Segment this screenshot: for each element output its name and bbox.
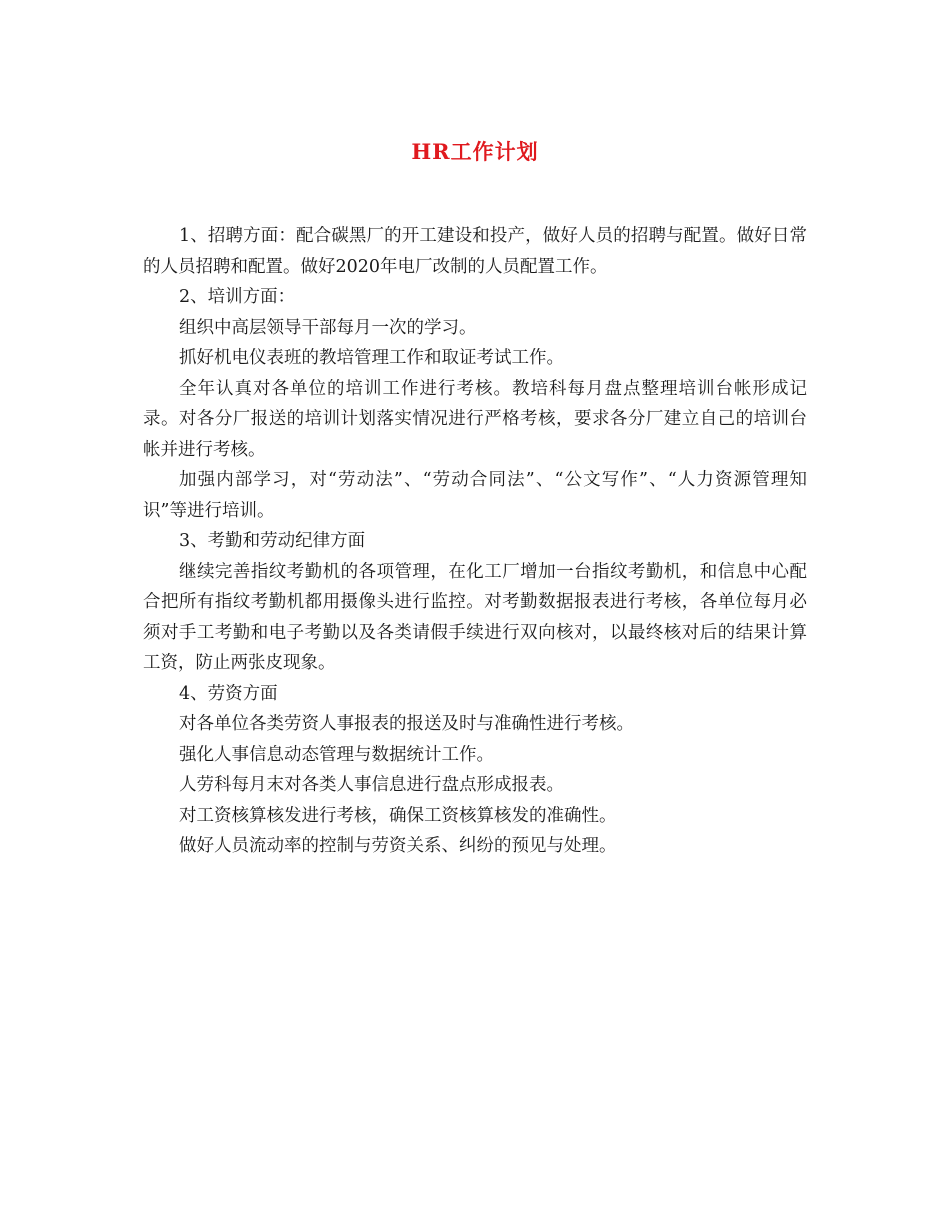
paragraph-labor-2: 强化人事信息动态管理与数据统计工作。 bbox=[179, 744, 494, 765]
paragraph-recruitment: 1、招聘方面：配合碳黑厂的开工建设和投产，做好人员的招聘与配置。做好日常的人员招聘和配置。做好2020年电厂改制的人员配置工作。 bbox=[143, 226, 807, 277]
document-body bbox=[143, 221, 807, 862]
paragraph-training-1: 组织中高层领导干部每月一次的学习。 bbox=[179, 317, 477, 338]
paragraph-labor-1: 对各单位各类劳资人事报表的报送及时与准确性进行考核。 bbox=[179, 714, 634, 734]
paragraph-labor-3: 人劳科每月末对各类人事信息进行盘点形成报表。 bbox=[179, 775, 564, 795]
paragraph-training-3: 全年认真对各单位的培训工作进行考核。教培科每月盘点整理培训台帐形成记录。对各分厂报送的培训计划落实情况进行严格考核，要求各分厂建立自己的培训台帐并进行考核。 bbox=[143, 378, 807, 460]
paragraph-training-2: 抓好机电仪表班的教培管理工作和取证考试工作。 bbox=[179, 348, 564, 368]
heading-attendance: 3、考勤和劳动纪律方面 bbox=[179, 531, 366, 551]
paragraph-labor-5: 做好人员流动率的控制与劳资关系、纠纷的预见与处理。 bbox=[179, 836, 617, 856]
paragraph-training-4: 加强内部学习，对“劳动法”、“劳动合同法”、“公文写作”、“人力资源管理知识”等进行培训。 bbox=[143, 470, 807, 521]
heading-training: 2、培训方面： bbox=[179, 287, 296, 307]
heading-labor-wages: 4、劳资方面 bbox=[179, 683, 278, 704]
paragraph-attendance: 继续完善指纹考勤机的各项管理，在化工厂增加一台指纹考勤机，和信息中心配合把所有指纹考勤机都用摄像头进行监控。对考勤数据报表进行考核，各单位每月必须对手工考勤和电子考勤以及各类请假手续进行双向核对，以最终核对后的结果计算工资，防止两张皮现象。 bbox=[143, 561, 807, 673]
paragraph-labor-4: 对工资核算核发进行考核，确保工资核算核发的准确性。 bbox=[179, 805, 617, 826]
document-title: HR工作计划 bbox=[411, 139, 539, 164]
